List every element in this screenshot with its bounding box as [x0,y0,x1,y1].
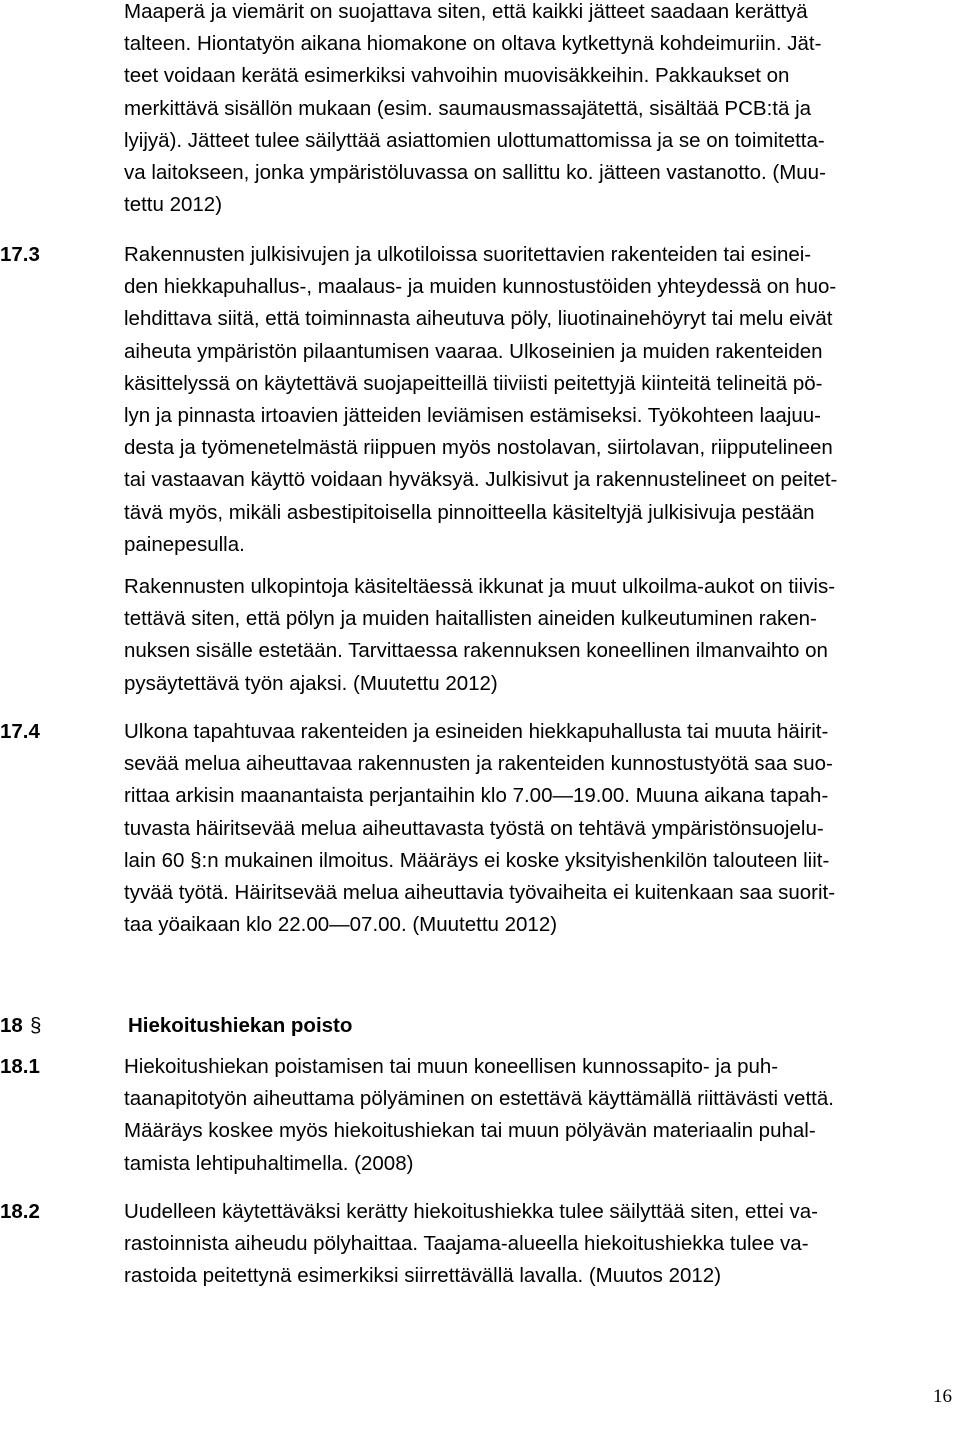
text-line: tettävä siten, että pölyn ja muiden haitallisten aineiden kulkeutuminen raken- [124,607,817,631]
text-line: lyijyä). Jätteet tulee säilyttää asiattomien ulottumattomissa ja se on toimitetta- [124,128,825,152]
heading-title: Hiekoitushiekan poisto [128,1014,353,1037]
text-line: talteen. Hiontatyön aikana hiomakone on oltava kytkettynä kohdeimuriin. Jät- [124,32,822,56]
text-line: rittaa arkisin maanantaista perjantaihin klo 7.00—19.00. Muuna aikana tapah- [124,784,829,808]
intro-paragraph [124,0,960,221]
text-line: pysäytettävä työn ajaksi. (Muutettu 2012) [124,671,498,695]
section-number-17-3: 17.3 [0,243,40,266]
text-line: va laitokseen, jonka ympäristöluvassa on sallittu ko. jätteen vastanotto. (Muu- [124,161,826,185]
text-line: teet voidaan kerätä esimerkiksi vahvoihin muovisäkkeihin. Pakkaukset on [124,64,790,88]
text-line: tuvasta häiritsevää melua aiheuttavasta työstä on tehtävä ympäristönsuojelu- [124,816,824,840]
text-line: Uudelleen käytettäväksi kerätty hiekoitushiekka tulee säilyttää siten, ettei va- [124,1200,818,1223]
text-line: Määräys koskee myös hiekoitushiekan tai muun pölyävän materiaalin puhal- [124,1119,816,1143]
text-line: tettu 2012) [124,193,223,217]
text-line: tai vastaavan käyttö voidaan hyväksyä. Julkisivut ja rakennustelineet on peitet- [124,468,838,492]
text-line: Ulkona tapahtuvaa rakenteiden ja esineiden hiekkapuhallusta tai muuta häirit- [124,720,829,743]
text-line: desta ja työmenetelmästä riippuen myös nostolavan, siirtolavan, riipputelineen [124,436,833,460]
section-sign: § [30,1014,42,1037]
heading-number: 18 [0,1014,23,1037]
text-line: Rakennusten ulkopintoja käsiteltäessä ikkunat ja muut ulkoilma-aukot on tiivis- [124,575,836,598]
text-line: lain 60 §:n mukainen ilmoitus. Määräys ei koske yksityishenkilön talouteen liit- [124,848,830,872]
text-line: Hiekoitushiekan poistamisen tai muun koneellisen kunnossapito- ja puh- [124,1055,779,1078]
text-line: painepesulla. [124,532,245,556]
section-number-17-4: 17.4 [0,720,40,743]
section-18-1-paragraph [124,1051,960,1180]
text-line: taa yöaikaan klo 22.00—07.00. (Muutettu 2012) [124,913,558,937]
text-line: lyn ja pinnasta irtoavien jätteiden leviämisen estämiseksi. Työkohteen laajuu- [124,404,822,428]
section-number-18-1: 18.1 [0,1055,40,1078]
text-line: käsittelyssä on käytettävä suojapeitteillä tiiviisti peitettyjä kiinteitä telineitä pö- [124,371,823,395]
section-number-18-2: 18.2 [0,1200,40,1223]
text-line: den hiekkapuhallus-, maalaus- ja muiden kunnostustöiden yhteydessä on huo- [124,275,837,299]
text-line: tyvää työtä. Häiritsevää melua aiheuttavia työvaiheita ei kuitenkaan saa suorit- [124,881,836,905]
text-line: tamista lehtipuhaltimella. (2008) [124,1151,414,1175]
page-number: 16 [933,1386,952,1407]
text-line: Maaperä ja viemärit on suojattava siten, että kaikki jätteet saadaan kerättyä [124,0,808,23]
text-line: merkittävä sisällön mukaan (esim. saumausmassajätettä, sisältää PCB:tä ja [124,96,812,120]
text-line: aiheuta ympäristön pilaantumisen vaaraa. Ulkoseinien ja muiden rakenteiden [124,339,823,363]
text-line: sevää melua aiheuttavaa rakennusten ja rakenteiden kunnostustyötä saa suo- [124,752,833,776]
section-17-4-paragraph [124,716,960,941]
text-line: Rakennusten julkisivujen ja ulkotiloissa suoritettavien rakenteiden tai esinei- [124,243,812,266]
section-17-3-paragraph-1 [124,239,960,561]
section-17-3-paragraph-2 [124,571,960,700]
section-18-2-paragraph [124,1196,960,1293]
text-line: tävä myös, mikäli asbestipitoisella pinnoitteella käsiteltyjä julkisivuja pestään [124,500,815,524]
text-line: lehdittava siitä, että toiminnasta aiheutuva pöly, liuotinainehöyryt tai melu eivät [124,307,833,331]
text-line: rastoinnista aiheudu pölyhaittaa. Taajama-alueella hiekoitushiekka tulee va- [124,1232,809,1256]
text-line: taanapitotyön aiheuttama pölyäminen on estettävä käyttämällä riittävästi vettä. [124,1087,834,1111]
text-line: nuksen sisälle estetään. Tarvittaessa rakennuksen koneellinen ilmanvaihto on [124,639,828,663]
text-line: rastoida peitettynä esimerkiksi siirrettävällä lavalla. (Muutos 2012) [124,1264,722,1288]
